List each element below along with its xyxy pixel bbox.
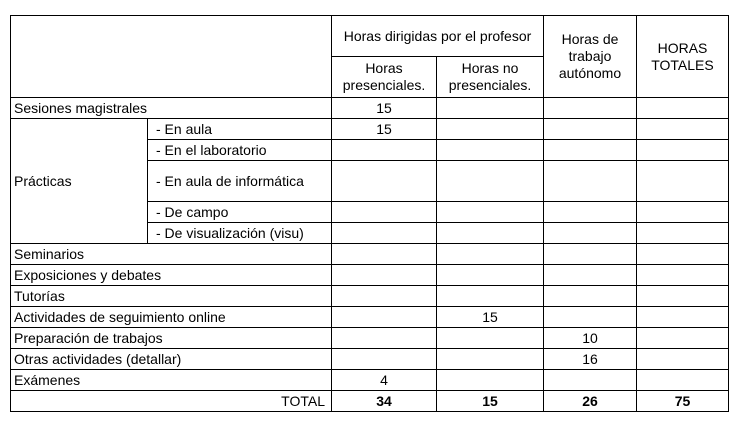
row-label: Actividades de seguimiento online (11, 307, 332, 328)
cell-total (637, 244, 729, 265)
cell-total (637, 161, 729, 202)
cell-not-in-person (437, 370, 544, 391)
cell-autonomous (544, 370, 637, 391)
cell-not-in-person (437, 286, 544, 307)
header-row-1 (11, 16, 729, 57)
header-empty-cell (11, 16, 332, 98)
cell-autonomous: 10 (544, 328, 637, 349)
cell-not-in-person (437, 202, 544, 223)
table-row (11, 286, 729, 307)
cell-in-person: 4 (332, 370, 437, 391)
cell-not-in-person (437, 98, 544, 119)
cell-not-in-person: 15 (437, 307, 544, 328)
cell-total (637, 202, 729, 223)
header-not-in-person: Horas no presenciales. (437, 57, 544, 98)
table-row (11, 244, 729, 265)
cell-total (637, 328, 729, 349)
table-row (11, 98, 729, 119)
cell-total (637, 286, 729, 307)
cell-in-person (332, 140, 437, 161)
cell-in-person (332, 202, 437, 223)
cell-in-person (332, 223, 437, 244)
cell-in-person (332, 265, 437, 286)
cell-not-in-person (437, 244, 544, 265)
cell-autonomous (544, 140, 637, 161)
cell-in-person (332, 307, 437, 328)
row-label: Preparación de trabajos (11, 328, 332, 349)
cell-autonomous (544, 223, 637, 244)
cell-in-person (332, 286, 437, 307)
cell-in-person (332, 244, 437, 265)
total-autonomous: 26 (544, 391, 637, 412)
cell-not-in-person (437, 328, 544, 349)
cell-not-in-person (437, 140, 544, 161)
row-label: Sesiones magistrales (11, 98, 332, 119)
cell-not-in-person (437, 161, 544, 202)
cell-not-in-person (437, 265, 544, 286)
cell-autonomous (544, 119, 637, 140)
total-not-in-person: 15 (437, 391, 544, 412)
row-label: Seminarios (11, 244, 332, 265)
hours-table (10, 15, 729, 412)
total-overall: 75 (637, 391, 729, 412)
header-directed-hours: Horas dirigidas por el profesor (332, 16, 544, 57)
cell-in-person (332, 328, 437, 349)
cell-total (637, 265, 729, 286)
row-label: Exámenes (11, 370, 332, 391)
table-row (11, 307, 729, 328)
table-row (11, 370, 729, 391)
cell-autonomous: 16 (544, 349, 637, 370)
header-in-person: Horas presenciales. (332, 57, 437, 98)
cell-autonomous (544, 202, 637, 223)
row-sublabel: - De visualización (visu) (148, 223, 332, 244)
cell-total (637, 140, 729, 161)
row-sublabel: - En aula (148, 119, 332, 140)
cell-not-in-person (437, 119, 544, 140)
header-autonomous-hours: Horas de trabajo autónomo (544, 16, 637, 98)
row-label: Otras actividades (detallar) (11, 349, 332, 370)
cell-autonomous (544, 244, 637, 265)
total-in-person: 34 (332, 391, 437, 412)
cell-total (637, 223, 729, 244)
cell-autonomous (544, 98, 637, 119)
row-sublabel: - En aula de informática (148, 161, 332, 202)
cell-autonomous (544, 161, 637, 202)
row-group-label: Prácticas (11, 119, 148, 244)
table-row (11, 328, 729, 349)
cell-not-in-person (437, 223, 544, 244)
row-label: Exposiciones y debates (11, 265, 332, 286)
cell-in-person (332, 349, 437, 370)
cell-total (637, 98, 729, 119)
cell-autonomous (544, 265, 637, 286)
row-sublabel: - En el laboratorio (148, 140, 332, 161)
total-label: TOTAL (11, 391, 332, 412)
row-label: Tutorías (11, 286, 332, 307)
cell-total (637, 349, 729, 370)
header-total-hours: HORAS TOTALES (637, 16, 729, 98)
cell-in-person: 15 (332, 98, 437, 119)
row-sublabel: - De campo (148, 202, 332, 223)
cell-in-person (332, 161, 437, 202)
table-row (11, 349, 729, 370)
cell-total (637, 119, 729, 140)
cell-autonomous (544, 307, 637, 328)
cell-autonomous (544, 286, 637, 307)
cell-total (637, 307, 729, 328)
cell-total (637, 370, 729, 391)
cell-not-in-person (437, 349, 544, 370)
total-row (11, 391, 729, 412)
table-row (11, 265, 729, 286)
table-row (11, 119, 729, 140)
cell-in-person: 15 (332, 119, 437, 140)
